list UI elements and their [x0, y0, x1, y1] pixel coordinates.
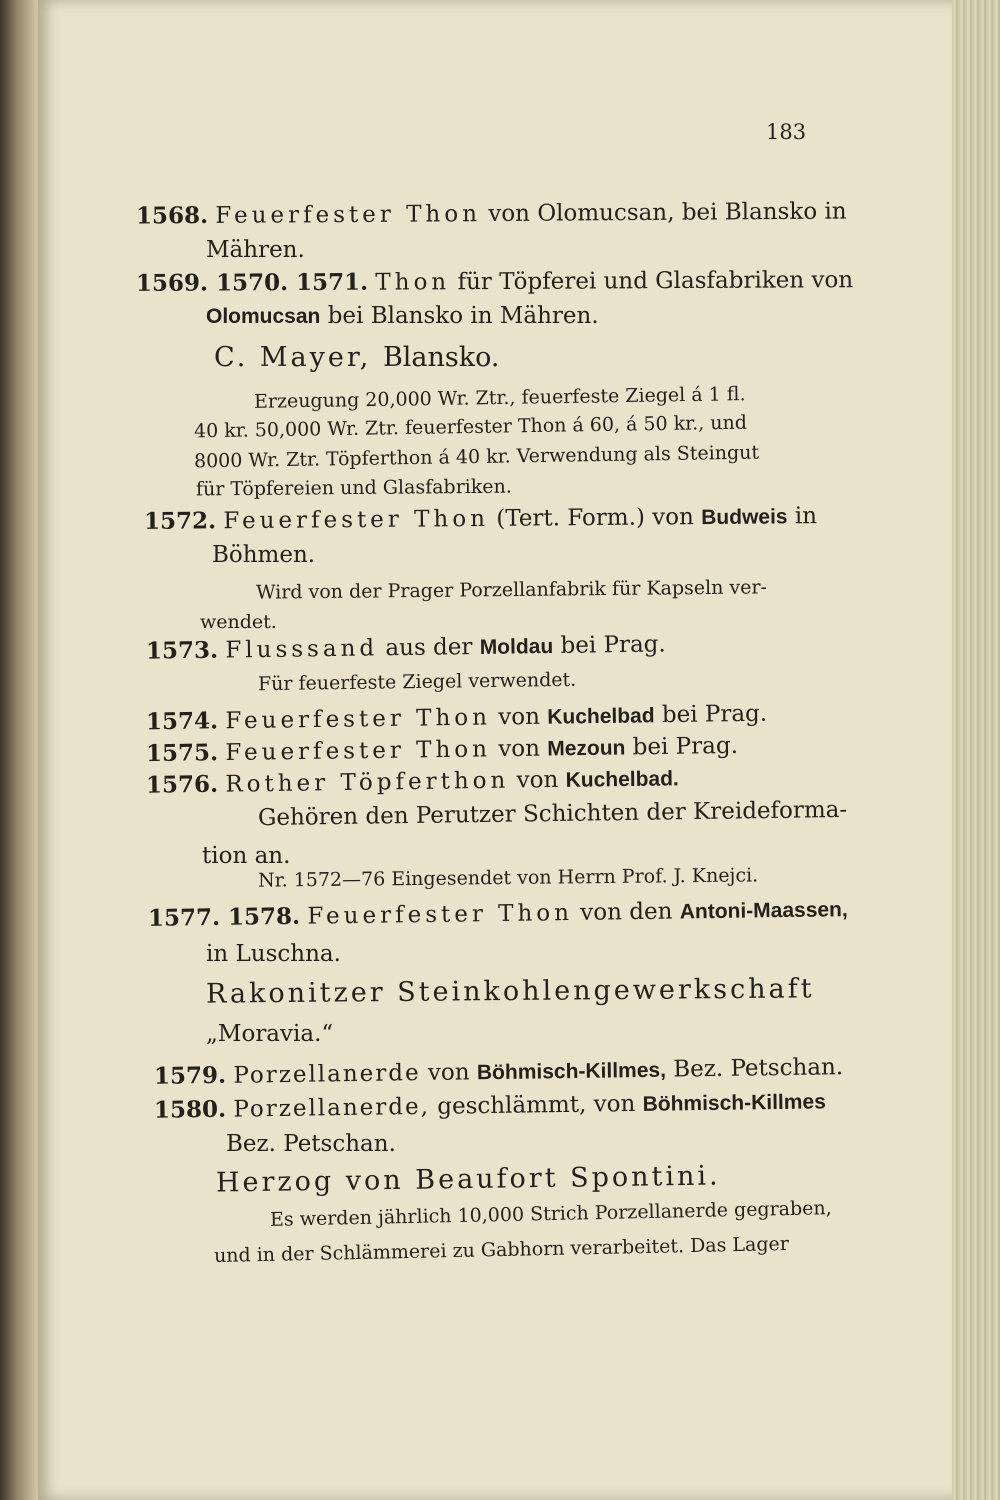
entry-1568: 1568. Feuerfester Thon von Olomucsan, bei Blansko in: [135, 198, 847, 230]
text-mayer-3: 8000 Wr. Ztr. Töpferthon á 40 kr. Verwendung als Steingut: [193, 441, 760, 473]
page-number: 183: [766, 120, 807, 144]
text-mayer-1: Erzeugung 20,000 Wr. Ztr., feuerfeste Ziegel á 1 fl.: [253, 383, 746, 413]
entry-1572: 1572. Feuerfester Thon (Tert. Form.) von Budweis in: [143, 503, 818, 535]
heading-moravia: „Moravia.“: [206, 1021, 334, 1047]
text-1572-1: Wird von der Prager Porzellanfabrik für Kapseln ver-: [255, 576, 768, 604]
text-1576-1: Gehören den Perutzer Schichten der Kreideforma-: [257, 796, 848, 832]
text-1573: Für feuerfeste Ziegel verwendet.: [257, 668, 577, 696]
entry-1569-cont: Olomucsan bei Blansko in Mähren.: [206, 303, 599, 329]
text-1572-2: wendet.: [200, 611, 277, 633]
entry-1576: 1576. Rother Töpferthon von Kuchelbad.: [145, 766, 679, 799]
entry-1572-cont: Böhmen.: [212, 542, 316, 568]
text-1576-2: tion an.: [202, 843, 291, 869]
entry-1580: 1580. Porzellanerde, geschlämmt, von Böhmisch-Killmes: [153, 1090, 826, 1124]
heading-beaufort: Herzog von Beaufort Spontini.: [215, 1160, 721, 1199]
entry-1579: 1579. Porzellanerde von Böhmisch-Killmes, Bez. Petschan.: [153, 1054, 844, 1090]
text-mayer-4: für Töpfereien und Glasfabriken.: [195, 475, 512, 501]
text-1576-3: Nr. 1572—76 Eingesendet von Herrn Prof. J. Knejci.: [257, 864, 759, 892]
text-mayer-2: 40 kr. 50,000 Wr. Ztr. feuerfester Thon á 60, á 50 kr., und: [193, 411, 748, 443]
entry-1569-1571: 1569. 1570. 1571. Thon für Töpferei und Glasfabriken von: [135, 267, 854, 297]
entry-1575: 1575. Feuerfester Thon von Mezoun bei Prag.: [145, 732, 739, 768]
entry-1573: 1573. Flusssand aus der Moldau bei Prag.: [145, 631, 666, 665]
entry-1577-1578: 1577. 1578. Feuerfester Thon von den Antoni-Maassen,: [147, 898, 848, 932]
entry-1580-cont: Bez. Petschan.: [226, 1131, 396, 1157]
heading-rakonitzer: Rakonitzer Steinkohlengewerkschaft: [205, 973, 815, 1010]
text-beaufort-2: und in der Schlämmerei zu Gabhorn verarbeitet. Das Lager: [213, 1232, 790, 1268]
text-beaufort-1: Es werden jährlich 10,000 Strich Porzellanerde gegraben,: [269, 1197, 832, 1231]
heading-mayer: C. Mayer, Blansko.: [214, 342, 500, 373]
entry-1577-cont: in Luschna.: [206, 941, 341, 967]
entry-1568-cont: Mähren.: [206, 237, 305, 263]
entry-1574: 1574. Feuerfester Thon von Kuchelbad bei Prag.: [145, 700, 768, 736]
page-stack-edge: [952, 0, 1000, 1500]
